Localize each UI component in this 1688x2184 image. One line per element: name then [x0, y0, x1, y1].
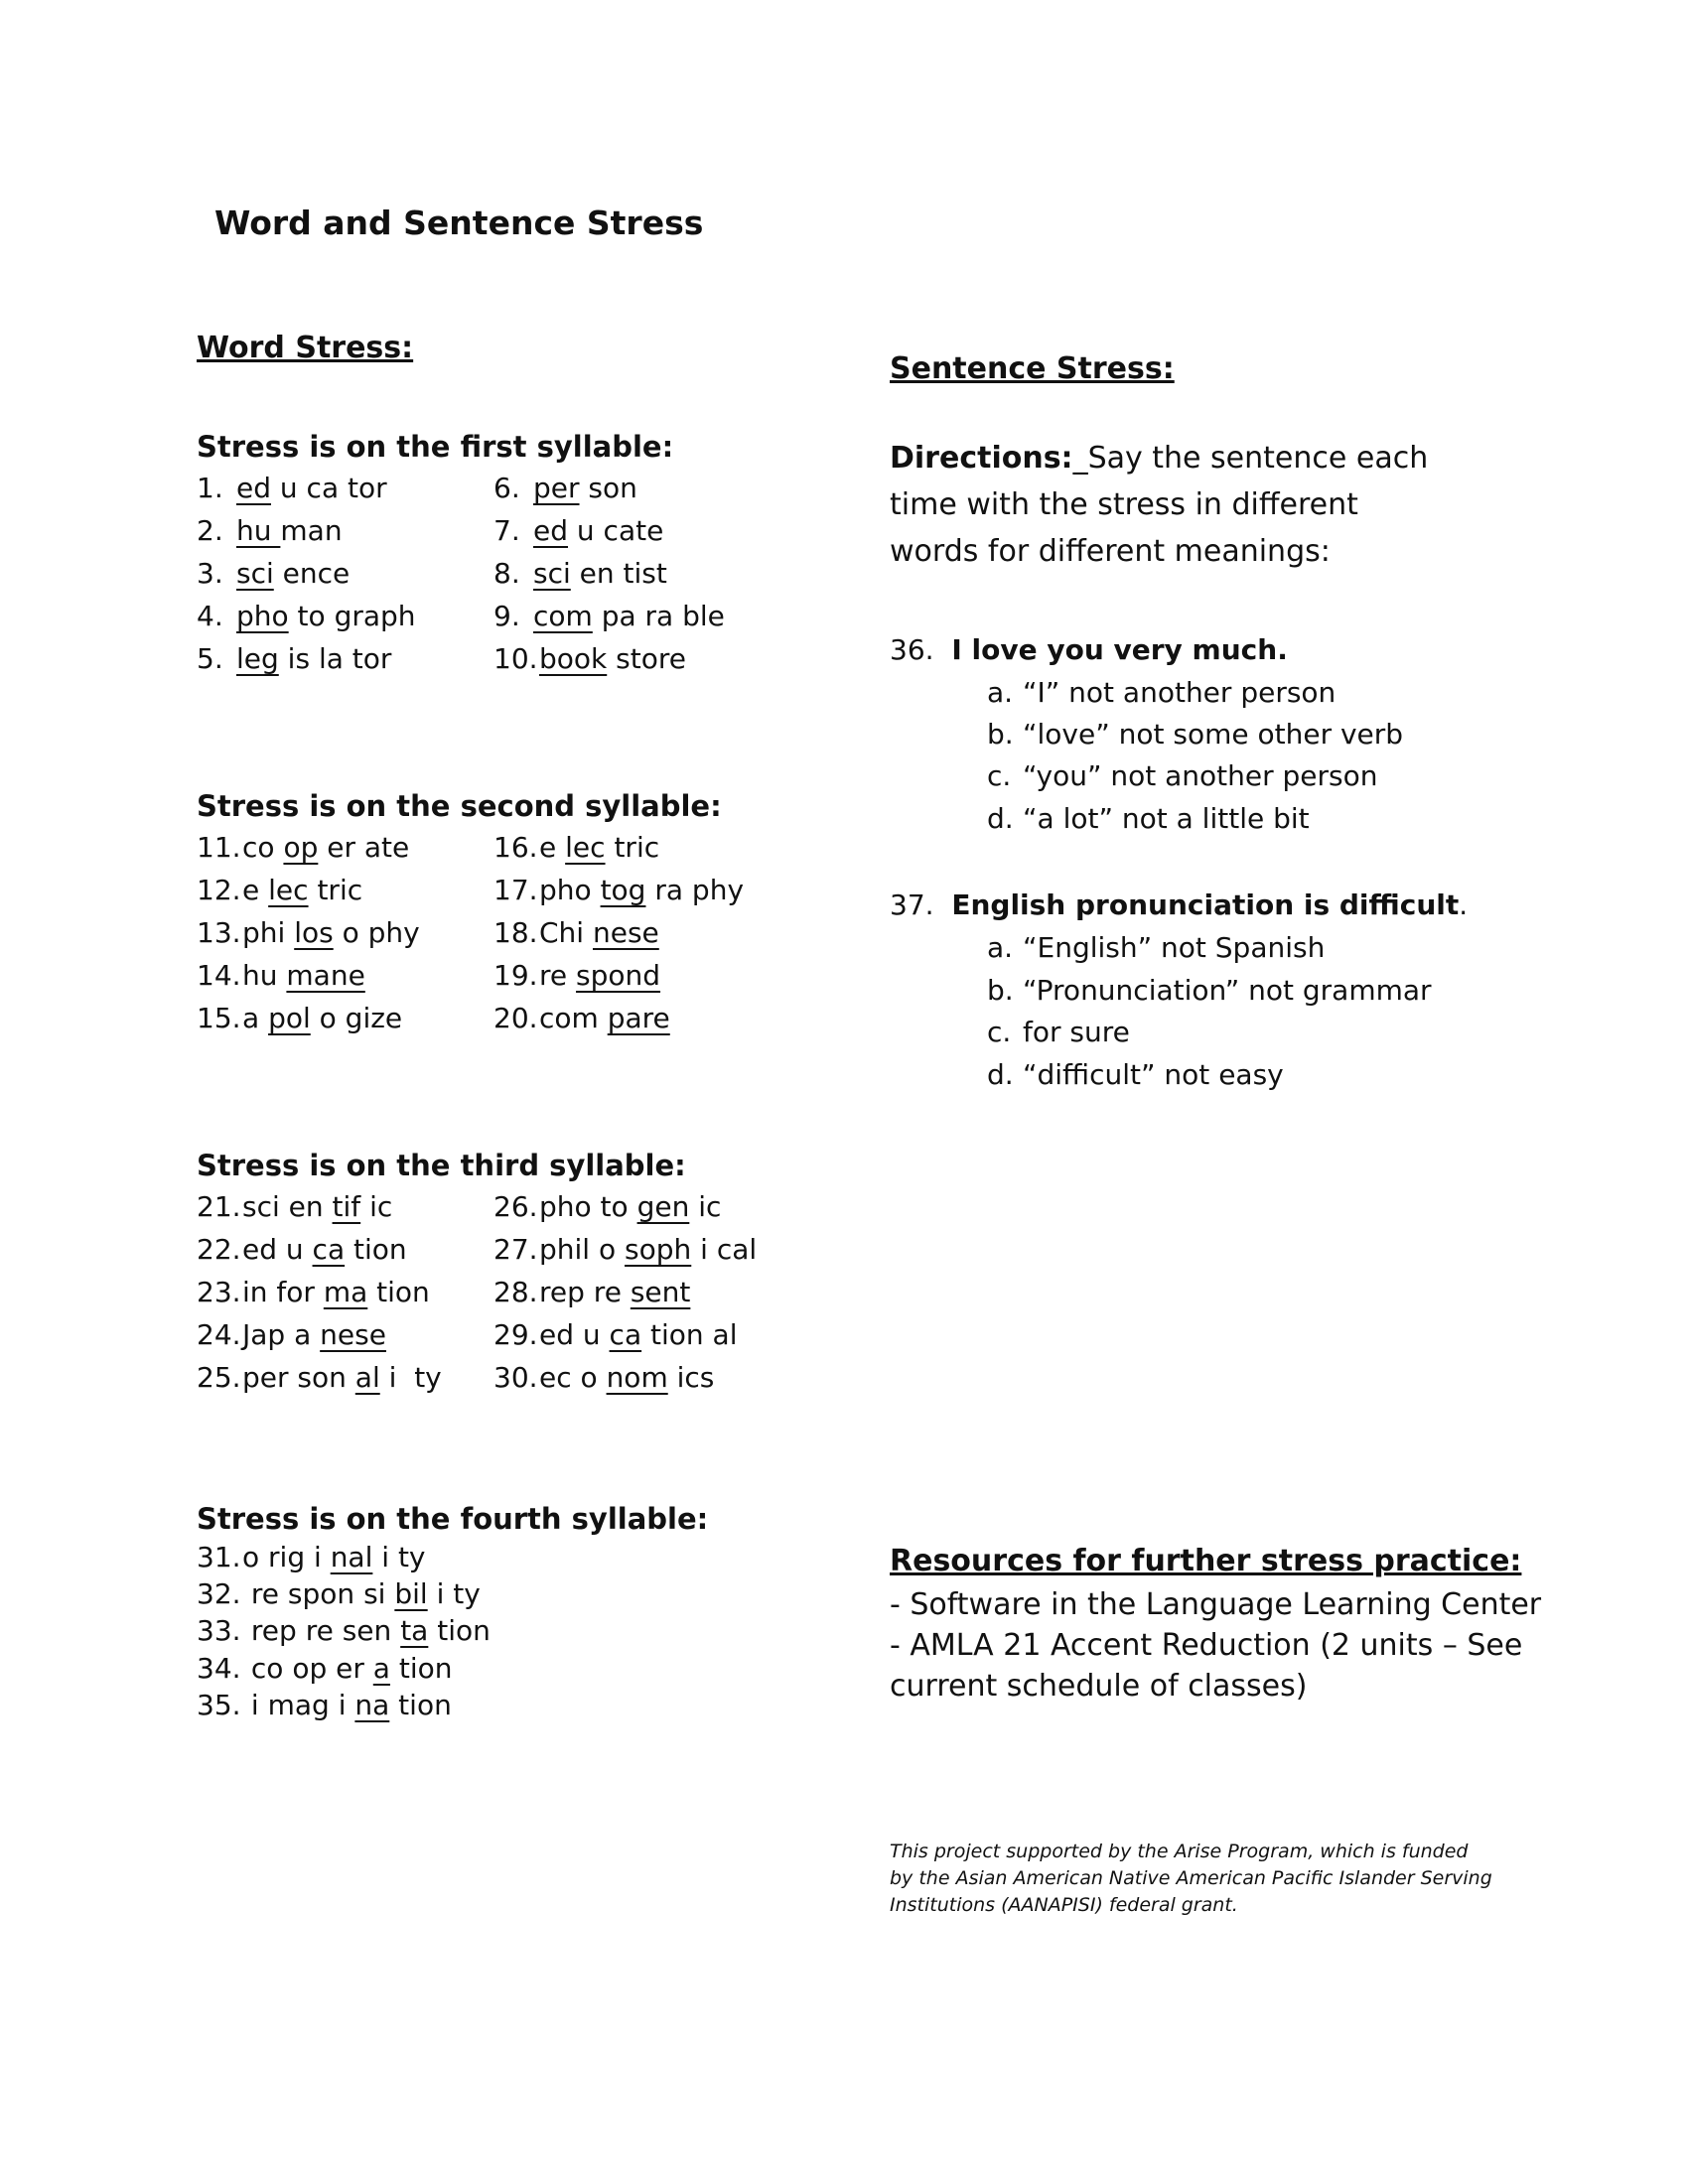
syllables-after: o phy — [333, 916, 420, 949]
syllables-after: en tist — [570, 557, 667, 590]
syllables-after: ics — [667, 1361, 715, 1394]
item-number: 27. — [493, 1233, 538, 1266]
item-number: 3. — [197, 557, 223, 590]
item-number: 25. — [197, 1361, 241, 1394]
word-item — [197, 1361, 442, 1394]
syllables-after: pa ra ble — [592, 600, 725, 632]
syllables-after: i ty — [372, 1541, 426, 1573]
syllables-before: hu — [242, 959, 287, 992]
word-item — [197, 1577, 481, 1610]
syllables-after: ence — [273, 557, 351, 590]
resource-line: - AMLA 21 Accent Reduction (2 units – See — [890, 1628, 1523, 1663]
syllables-before: ec o — [539, 1361, 607, 1394]
word-item — [197, 959, 365, 992]
word-item — [493, 557, 667, 590]
group-title-first-syllable: Stress is on the first syllable: — [197, 430, 674, 464]
sentence-option — [987, 802, 1310, 835]
word-item — [197, 831, 410, 864]
option-text: “you” not another person — [1023, 759, 1378, 792]
item-number: 18. — [493, 916, 538, 949]
syllables-after: tion — [367, 1276, 430, 1308]
syllables-after: i cal — [691, 1233, 758, 1266]
item-number: 2. — [197, 514, 223, 547]
word-item — [197, 1002, 403, 1034]
item-number: 6. — [493, 472, 520, 504]
syllables-after: i ty — [427, 1577, 481, 1610]
syllables-after: er ate — [318, 831, 410, 864]
stressed-syllable: spond — [576, 959, 661, 992]
stressed-syllable: a — [372, 1652, 390, 1685]
item-number: 12. — [197, 874, 241, 906]
word-item — [197, 1233, 407, 1266]
sentence-option — [987, 974, 1432, 1007]
word-item — [493, 1190, 722, 1223]
sentence-option — [987, 676, 1336, 709]
sentence-text: I love you very much. — [951, 633, 1288, 666]
item-number: 33. — [197, 1614, 241, 1647]
syllables-after: o gize — [310, 1002, 403, 1034]
syllables-before: ed u — [539, 1318, 610, 1351]
stressed-syllable: tog — [600, 874, 646, 906]
item-number: 10. — [493, 642, 538, 675]
option-letter: c. — [987, 759, 1012, 792]
syllables-after: is la tor — [278, 642, 392, 675]
footnote: This project supported by the Arise Program, which is funded by the Asian American Native American Pacific Islander Serving Institutions (AANAPISI) federal grant. — [890, 1841, 1492, 1916]
stressed-syllable: al — [354, 1361, 380, 1394]
syllables-before: e — [539, 831, 566, 864]
syllables-before: in for — [242, 1276, 324, 1308]
directions-label: Directions: — [890, 441, 1073, 476]
syllables-after: store — [607, 642, 686, 675]
item-number: 29. — [493, 1318, 538, 1351]
option-letter: b. — [987, 718, 1014, 751]
syllables-after: tric — [308, 874, 363, 906]
item-number: 24. — [197, 1318, 241, 1351]
stressed-syllable: ed — [236, 472, 271, 504]
stressed-syllable: ed — [533, 514, 568, 547]
resources-heading: Resources for further stress practice: — [890, 1544, 1522, 1578]
syllables-after: tion — [389, 1652, 453, 1685]
word-item — [493, 1233, 758, 1266]
stressed-syllable: nom — [606, 1361, 668, 1394]
sentence-option — [987, 1016, 1130, 1048]
item-number: 22. — [197, 1233, 241, 1266]
stressed-syllable: pho — [236, 600, 289, 632]
sentence-stress-heading: Sentence Stress: — [890, 351, 1175, 386]
item-number: 26. — [493, 1190, 538, 1223]
sentence-option — [987, 718, 1403, 751]
word-stress-heading: Word Stress: — [197, 331, 414, 365]
syllables-before: pho to — [539, 1190, 637, 1223]
word-item — [197, 1190, 393, 1223]
stressed-syllable: pol — [268, 1002, 311, 1034]
word-item — [197, 916, 420, 949]
group-title-fourth-syllable: Stress is on the fourth syllable: — [197, 1502, 709, 1536]
word-item — [197, 1614, 491, 1647]
syllables-before: re — [539, 959, 577, 992]
sentence-option — [987, 1058, 1284, 1091]
word-item — [493, 600, 725, 632]
item-number: 17. — [493, 874, 538, 906]
item-number: 32. — [197, 1577, 241, 1610]
item-number: 1. — [197, 472, 223, 504]
item-number: 15. — [197, 1002, 241, 1034]
word-item — [197, 1541, 426, 1573]
stressed-syllable: na — [354, 1689, 390, 1721]
sentence-item — [890, 633, 1288, 666]
directions-text: _Say the sentence each time with the stress in different words for different meanings: — [890, 441, 1429, 569]
stressed-syllable: sci — [236, 557, 274, 590]
item-number: 9. — [493, 600, 520, 632]
group-title-third-syllable: Stress is on the third syllable: — [197, 1149, 686, 1182]
syllables-after: i ty — [379, 1361, 442, 1394]
syllables-before: co — [242, 831, 284, 864]
syllables-before: com — [539, 1002, 608, 1034]
word-item — [197, 514, 343, 547]
syllables-before: per son — [242, 1361, 355, 1394]
stressed-syllable: sci — [533, 557, 571, 590]
word-item — [493, 1361, 715, 1394]
item-number: 31. — [197, 1541, 241, 1573]
stressed-syllable: ta — [400, 1614, 429, 1647]
sentence-number: 36. — [890, 633, 934, 666]
word-item — [197, 1276, 430, 1308]
stressed-syllable: book — [539, 642, 608, 675]
option-text: “a lot” not a little bit — [1023, 802, 1310, 835]
stressed-syllable: op — [283, 831, 319, 864]
stressed-syllable: sent — [630, 1276, 691, 1308]
stressed-syllable: nal — [330, 1541, 373, 1573]
stressed-syllable: lec — [565, 831, 606, 864]
option-text: “difficult” not easy — [1023, 1058, 1284, 1091]
syllables-after: tion — [428, 1614, 491, 1647]
syllables-after: son — [579, 472, 637, 504]
option-letter: d. — [987, 1058, 1014, 1091]
item-number: 4. — [197, 600, 223, 632]
option-text: “Pronunciation” not grammar — [1023, 974, 1432, 1007]
stressed-syllable: nese — [592, 916, 659, 949]
syllables-before: ed u — [242, 1233, 313, 1266]
syllables-after: tric — [605, 831, 660, 864]
item-number: 19. — [493, 959, 538, 992]
word-item — [197, 1652, 453, 1685]
syllables-before: phil o — [539, 1233, 626, 1266]
stressed-syllable: ma — [323, 1276, 368, 1308]
syllables-after: ra phy — [645, 874, 745, 906]
stressed-syllable: com — [533, 600, 593, 632]
syllables-before: re spon si — [242, 1577, 395, 1610]
word-item — [493, 642, 686, 675]
stressed-syllable: gen — [636, 1190, 690, 1223]
item-number: 30. — [493, 1361, 538, 1394]
stressed-syllable: soph — [625, 1233, 692, 1266]
syllables-before: Chi — [539, 916, 593, 949]
word-item — [493, 959, 661, 992]
option-text: “I” not another person — [1023, 676, 1336, 709]
resource-line: - Software in the Language Learning Center — [890, 1587, 1542, 1622]
word-item — [493, 472, 637, 504]
item-number: 21. — [197, 1190, 241, 1223]
item-number: 5. — [197, 642, 223, 675]
item-number: 28. — [493, 1276, 538, 1308]
word-item — [493, 1318, 738, 1351]
stressed-syllable: ca — [312, 1233, 346, 1266]
item-number: 23. — [197, 1276, 241, 1308]
sentence-number: 37. — [890, 888, 934, 921]
page-title: Word and Sentence Stress — [214, 204, 704, 242]
word-item — [493, 874, 745, 906]
word-item — [493, 831, 660, 864]
word-item — [197, 600, 416, 632]
word-item — [493, 514, 664, 547]
option-letter: b. — [987, 974, 1014, 1007]
word-item — [197, 1689, 452, 1721]
syllables-before: phi — [242, 916, 295, 949]
word-item — [197, 472, 387, 504]
syllables-before: a — [242, 1002, 269, 1034]
stressed-syllable: hu — [236, 514, 281, 547]
word-item — [197, 557, 351, 590]
syllables-before: rep re — [539, 1276, 631, 1308]
sentence-option — [987, 931, 1325, 964]
sentence-trailing: . — [1459, 888, 1469, 921]
syllables-after: ic — [689, 1190, 722, 1223]
directions — [890, 435, 1446, 575]
syllables-after: u ca tor — [271, 472, 387, 504]
option-letter: d. — [987, 802, 1014, 835]
syllables-after: tion — [389, 1689, 452, 1721]
item-number: 20. — [493, 1002, 538, 1034]
word-item — [493, 916, 659, 949]
item-number: 34. — [197, 1652, 241, 1685]
item-number: 16. — [493, 831, 538, 864]
stressed-syllable: ca — [609, 1318, 642, 1351]
item-number: 7. — [493, 514, 520, 547]
word-item — [197, 642, 392, 675]
option-text: for sure — [1023, 1016, 1130, 1048]
syllables-before: o rig i — [242, 1541, 331, 1573]
option-letter: a. — [987, 676, 1014, 709]
word-item — [197, 874, 363, 906]
syllables-after: ic — [360, 1190, 393, 1223]
sentence-item — [890, 888, 1468, 921]
syllables-before: sci en — [242, 1190, 333, 1223]
syllables-after: u cate — [568, 514, 664, 547]
option-letter: a. — [987, 931, 1014, 964]
syllables-before: co op er — [242, 1652, 373, 1685]
item-number: 8. — [493, 557, 520, 590]
stressed-syllable: lec — [268, 874, 309, 906]
resource-line: current schedule of classes) — [890, 1669, 1308, 1704]
item-number: 11. — [197, 831, 241, 864]
item-number: 13. — [197, 916, 241, 949]
word-item — [197, 1318, 386, 1351]
item-number: 14. — [197, 959, 241, 992]
syllables-before: pho — [539, 874, 601, 906]
word-item — [493, 1002, 670, 1034]
stressed-syllable: per — [533, 472, 580, 504]
item-number: 35. — [197, 1689, 241, 1721]
syllables-after: tion — [345, 1233, 407, 1266]
stressed-syllable: los — [294, 916, 334, 949]
syllables-before: i mag i — [242, 1689, 355, 1721]
syllables-after: to graph — [288, 600, 416, 632]
sentence-text: English pronunciation is difficult — [951, 888, 1460, 921]
stressed-syllable: nese — [320, 1318, 386, 1351]
stressed-syllable: mane — [286, 959, 365, 992]
word-item — [493, 1276, 691, 1308]
syllables-before: e — [242, 874, 269, 906]
group-title-second-syllable: Stress is on the second syllable: — [197, 789, 722, 823]
syllables-before: rep re sen — [242, 1614, 401, 1647]
option-text: “love” not some other verb — [1023, 718, 1404, 751]
sentence-option — [987, 759, 1378, 792]
option-text: “English” not Spanish — [1023, 931, 1326, 964]
syllables-before: Jap a — [242, 1318, 321, 1351]
stressed-syllable: bil — [394, 1577, 428, 1610]
option-letter: c. — [987, 1016, 1012, 1048]
syllables-after: man — [280, 514, 343, 547]
syllables-after: tion al — [641, 1318, 738, 1351]
stressed-syllable: leg — [236, 642, 279, 675]
stressed-syllable: pare — [607, 1002, 670, 1034]
stressed-syllable: tif — [332, 1190, 361, 1223]
